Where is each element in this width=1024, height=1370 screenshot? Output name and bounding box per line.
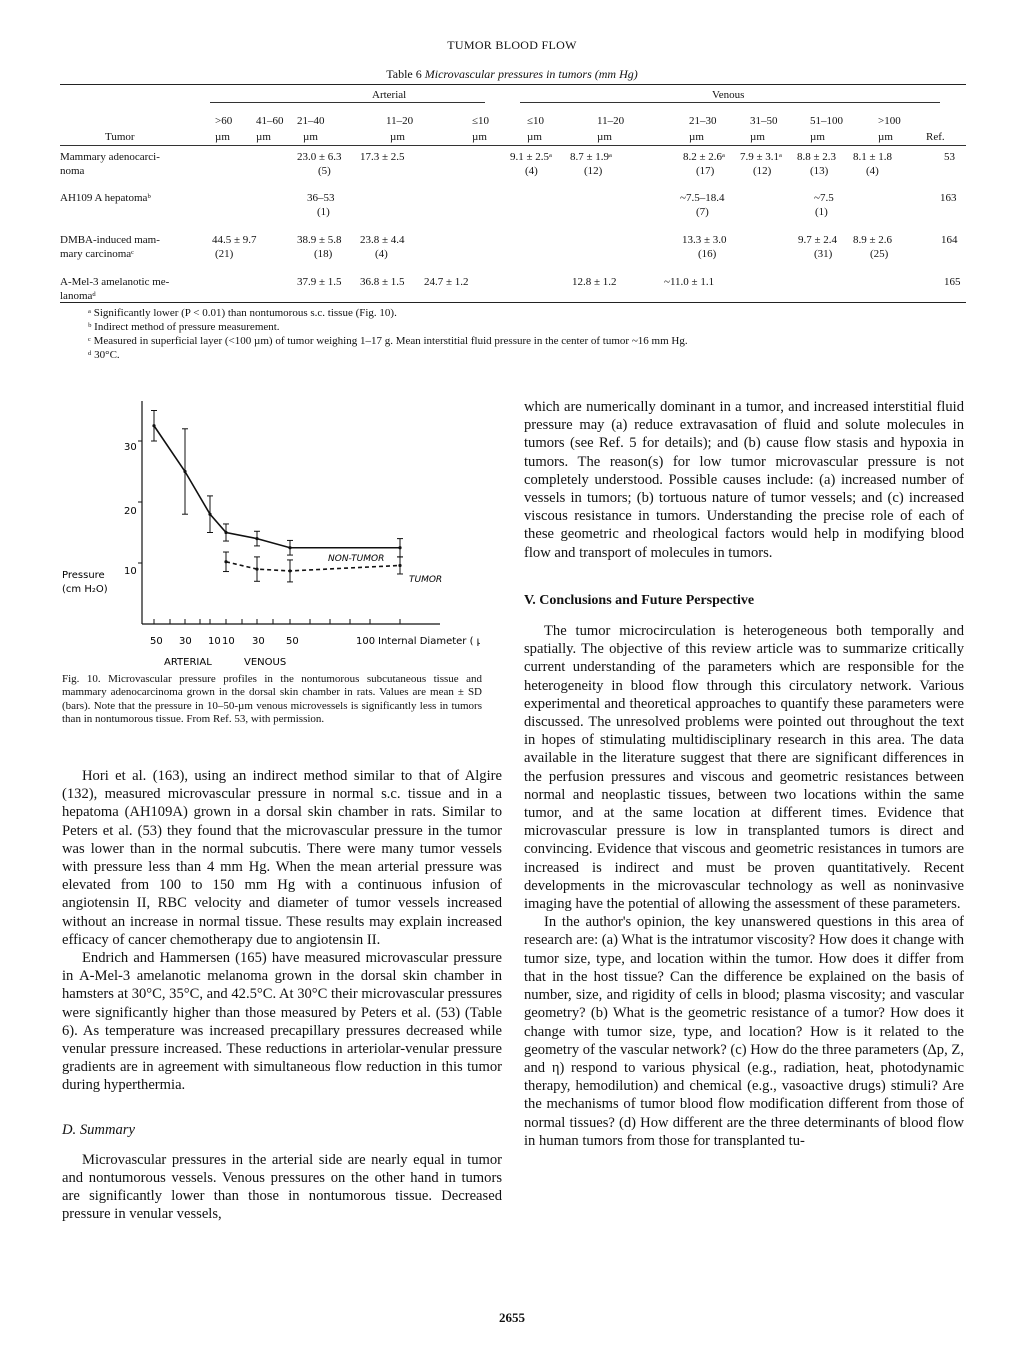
cell: 44.5 ± 9.7 [212, 234, 257, 246]
row-tumor: noma [60, 165, 85, 177]
col-v51100: 51–100 [810, 115, 843, 127]
row-tumor: A-Mel-3 amelanotic me- [60, 276, 170, 288]
table-top-rule [60, 84, 966, 85]
cell: (13) [810, 165, 829, 177]
unit: µm [810, 131, 825, 143]
data-point-tumor [288, 569, 291, 572]
col-v100: >100 [878, 115, 901, 127]
paragraph: Hori et al. (163), using an indirect method similar to that of Algire (132), measured microvascular pressure in normal s.c. tissue and in a hepatoma (AH109A) grown in a dorsal skin chamber in rats. Similar to Peters et al. (53) they found that the microvascular pressure in the tumor was lower than in the normal subcutis. There were many tumor vessels with pressure less than 4 mm Hg. When the mean arterial pressure was elevated from 100 to 150 mm Hg with a continuous infusion of angiotensin II, RBC velocity and diameter of tumor vessels increased without an increase in normal tissue. These results may explain increased efficacy of cancer chemotherapy due to angiotensin II. [62, 768, 502, 948]
unit: µm [689, 131, 704, 143]
paragraph: Microvascular pressures in the arterial side are nearly equal in tumor and nontumorous vessels. Venous pressures on the other hand in tumors are significantly lower than those in nontumorous tissue. Decreased pressure in venular vessels, [62, 1151, 502, 1223]
table-bottom-rule [60, 302, 966, 303]
cell: (5) [318, 165, 331, 177]
figure-caption: Fig. 10. Microvascular pressure profiles in the nontumorous subcutaneous tissue and mammary adenocarcinoma grown in the dorsal skin chamber in rats. Values are mean ± SD (bars). Note that the pressure in 10–50-µm venous microvessels is significantly less in tumors than in nontumorous tissue. From Ref. 53, with permission. [62, 673, 482, 726]
cell: 13.3 ± 3.0 [682, 234, 727, 246]
col-v2130: 21–30 [689, 115, 717, 127]
y-axis-label-1: Pressure [62, 570, 105, 581]
col-a1120: 11–20 [386, 115, 414, 127]
cell: (12) [584, 165, 603, 177]
arterial-rule [210, 102, 485, 103]
cell: (31) [814, 248, 833, 260]
cell: 17.3 ± 2.5 [360, 151, 405, 163]
data-point-non-tumor [208, 513, 211, 516]
axis-ticks [138, 441, 400, 624]
table-caption-title: Microvascular pressures in tumors (mm Hg) [424, 67, 638, 81]
table-footnote: ᵃ Significantly lower (P < 0.01) than nontumorous s.c. tissue (Fig. 10). [88, 307, 397, 319]
arterial-label: ARTERIAL [164, 657, 212, 668]
x-tick-label: 50 [150, 636, 163, 647]
y-tick-label: 20 [124, 506, 137, 517]
cell: 8.9 ± 2.6 [853, 234, 893, 246]
col-a60: >60 [215, 115, 233, 127]
col-a10: ≤10 [472, 115, 490, 127]
unit: µm [390, 131, 405, 143]
data-point-tumor [255, 568, 258, 571]
x-tick-label: 50 [286, 636, 299, 647]
cell: 24.7 ± 1.2 [424, 276, 469, 288]
section-heading: V. Conclusions and Future Perspective [524, 592, 755, 608]
cell: 8.1 ± 1.8 [853, 151, 893, 163]
x-tick-label: 10 [222, 636, 235, 647]
table-caption [0, 67, 1024, 82]
cell: (17) [696, 165, 715, 177]
cell: (16) [698, 248, 717, 260]
data-point-tumor [224, 560, 227, 563]
data-point-non-tumor [398, 546, 401, 549]
unit: µm [597, 131, 612, 143]
paragraph: Endrich and Hammersen (165) have measured microvascular pressure in A-Mel-3 amelanotic melanoma grown in the dorsal skin chamber in hamsters at 30°C, 35°C, and 42.5°C. At 30°C their microvascular pressures were significantly higher than those measured by Peters et al. (53) (Table 6). As temperature was increased precapillary pressures decreased while venular pressure increased. These reductions in arteriolar-venular pressure gradients are in agreement with simultaneous flow reduction in this tumor during hyperthermia. [62, 950, 503, 1094]
table-footnote: ᵈ 30°C. [88, 349, 120, 361]
row-tumor: Mammary adenocarci- [60, 151, 160, 163]
unit: µm [472, 131, 487, 143]
left-column [62, 767, 502, 1224]
group-arterial: Arterial [372, 89, 407, 101]
x-axis-label: Internal Diameter ( µ ) [378, 636, 480, 647]
cell: (7) [696, 206, 709, 218]
paragraph: In the author's opinion, the key unanswered questions in this area of research are: (a) What is the intratumor viscosity? How does it change with tumor size, type, and location within the tumor. How does it differ from that in the host tissue? Can the difference be explained on the basis of number, size, and rigidity of cells in blood; plasma viscosity; and vascular geometry? (b) What is the geometric resistance of a tumor? How does it change with tumor size, type, and location? How is it related to the geometry of the vascular network? (c) How do the three parameters (Δp, Z, and η) respond to various physical (e.g., radiation, heat, photodynamic therapy, hemodilution) and chemical (e.g., vasoactive drugs) stimuli? Are the mechanisms of tumor blood flow modification different from those of normal tissues? (d) How different are the three determinants of blood flow in human tumors from those for transplanted tu- [524, 914, 964, 1149]
data-point-non-tumor [224, 531, 227, 534]
figure-10 [60, 396, 480, 671]
section-heading: D. Summary [62, 1121, 135, 1138]
cell-ref: 164 [941, 234, 958, 246]
label-tumor: TUMOR [409, 575, 443, 585]
venous-rule [520, 102, 940, 103]
cell: 9.1 ± 2.5ᵃ [510, 151, 553, 163]
row-tumor: AH109 A hepatomaᵇ [60, 192, 151, 204]
table-footnote: ᶜ Measured in superficial layer (<100 µm) of tumor weighing 1–17 g. Mean interstitial fluid pressure in the center of tumor ~16 mm Hg. [88, 335, 688, 347]
unit: µm [215, 131, 230, 143]
cell: (4) [375, 248, 388, 260]
cell: (21) [215, 248, 234, 260]
data-point-non-tumor [255, 537, 258, 540]
cell: 12.8 ± 1.2 [572, 276, 617, 288]
x-tick-label: 30 [252, 636, 265, 647]
cell: ~7.5–18.4 [680, 192, 725, 204]
cell-ref: 53 [944, 151, 955, 163]
right-column [524, 398, 964, 1150]
x-tick-label: 10 [208, 636, 221, 647]
table-caption-prefix: Table 6 [386, 67, 422, 81]
running-header: TUMOR BLOOD FLOW [447, 38, 577, 52]
page-number: 2655 [499, 1310, 525, 1325]
col-a2140: 21–40 [297, 115, 325, 127]
col-v10: ≤10 [527, 115, 545, 127]
y-axis-label-2: (cm H₂O) [62, 584, 108, 595]
y-tick-label: 30 [124, 442, 137, 453]
cell: 38.9 ± 5.8 [297, 234, 342, 246]
row-tumor: mary carcinomaᶜ [60, 248, 134, 260]
header-rule [60, 145, 966, 146]
cell: 8.7 ± 1.9ᵃ [570, 151, 613, 163]
x-tick-label: 100 [356, 636, 376, 647]
cell-ref: 165 [944, 276, 961, 288]
unit: µm [256, 131, 271, 143]
col-v1120: 11–20 [597, 115, 625, 127]
data-point-non-tumor [152, 424, 155, 427]
paragraph: which are numerically dominant in a tumor, and increased interstitial fluid pressure may (a) reduce extravasation of fluid and solute molecules in tumors (see Ref. 5 for details); and (b) cause flow stasis and hypoxia in tumors. The reason(s) for low tumor microvascular pressure is not completely understood. Possible causes include: (a) increased number of vessels in tumors; (b) tortuous nature of tumor vessels; and (c) increased viscous resistance in tumors. Understanding the precise role of each of these geometric and rheological factors would help in modifying blood flow and transport of molecules in tumors. [524, 399, 964, 561]
cell: (18) [314, 248, 333, 260]
col-v3150: 31–50 [750, 115, 778, 127]
table-footnote: ᵇ Indirect method of pressure measurement. [88, 321, 280, 333]
row-tumor: lanomaᵈ [60, 290, 96, 302]
cell: ~7.5 [814, 192, 834, 204]
group-venous: Venous [712, 89, 745, 101]
venous-label: VENOUS [244, 657, 287, 668]
label-nontumor: NON-TUMOR [328, 554, 385, 564]
unit: µm [303, 131, 318, 143]
cell: ~11.0 ± 1.1 [664, 276, 715, 288]
cell-ref: 163 [940, 192, 957, 204]
cell: 23.0 ± 6.3 [297, 151, 342, 163]
data-point-tumor [398, 564, 401, 567]
cell: 23.8 ± 4.4 [360, 234, 405, 246]
unit: µm [750, 131, 765, 143]
cell: 37.9 ± 1.5 [297, 276, 342, 288]
cell: (12) [753, 165, 772, 177]
col-a4160: 41–60 [256, 115, 284, 127]
pressure-chart [60, 396, 480, 671]
cell: (4) [866, 165, 879, 177]
cell: 36.8 ± 1.5 [360, 276, 405, 288]
cell: (1) [317, 206, 330, 218]
unit: µm [527, 131, 542, 143]
data-point-non-tumor [288, 546, 291, 549]
row-tumor: DMBA-induced mam- [60, 234, 160, 246]
cell: 36–53 [307, 192, 335, 204]
data-point-non-tumor [183, 470, 186, 473]
series-line-non-tumor [154, 426, 400, 548]
col-tumor: Tumor [105, 131, 135, 143]
cell: 9.7 ± 2.4 [798, 234, 838, 246]
col-ref: Ref. [926, 131, 945, 143]
cell: (1) [815, 206, 828, 218]
paragraph: The tumor microcirculation is heterogeneous both temporally and spatially. The objective of this review article was to summarize critically current understanding of the parameters which are responsible for the heterogeneity in blood flow through this circulatory network. Various experimental and theoretical approaches to quantify these parameters were discussed. The unresolved problems were pointed out throughout the text in hopes of stimulating multidisciplinary research in this area. The data available in the literature suggest that there are significant differences in the perfusion pressures and viscous and geometric resistances between normal and neoplastic tissues, between two locations within the same tumor, and at the same location at different times. Evidence that microvascular pressure is low in transplanted tumors is direct and convincing. Evidence that viscous and geometric resistances in tumors are increased is indirect and must be proven quantitatively. Recent developments in the microvascular technology as well as noninvasive imaging have the potential of allowing the assessment of these parameters. [524, 623, 964, 913]
cell: 8.2 ± 2.6ᵃ [683, 151, 726, 163]
unit: µm [878, 131, 893, 143]
cell: 8.8 ± 2.3 [797, 151, 837, 163]
y-tick-label: 10 [124, 566, 137, 577]
x-tick-label: 30 [179, 636, 192, 647]
cell: 7.9 ± 3.1ᵃ [740, 151, 783, 163]
cell: (25) [870, 248, 889, 260]
cell: (4) [525, 165, 538, 177]
